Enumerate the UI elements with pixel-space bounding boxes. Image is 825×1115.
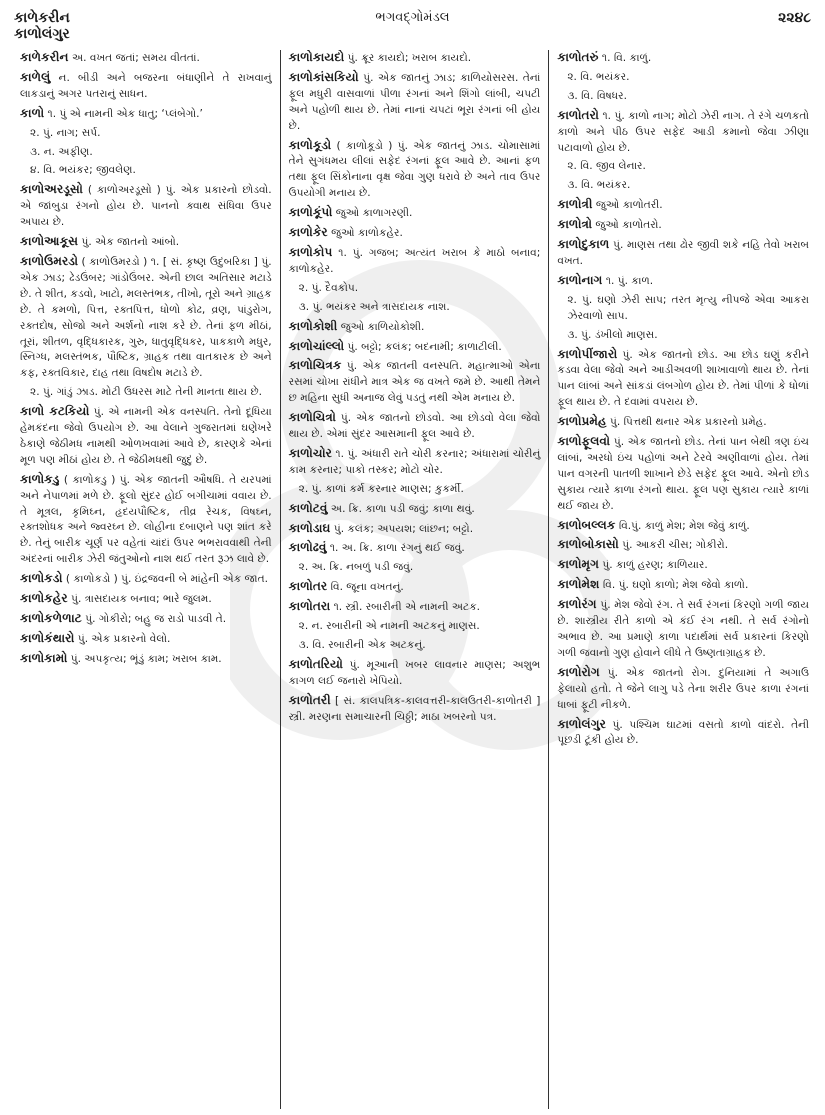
book-title: ભગવદ્ગોમંડલ bbox=[375, 10, 450, 25]
definition: અ. ક્રિ. કાળા પડી જવું; કાળા થવું. bbox=[330, 502, 475, 515]
headword: કાળોકોપ bbox=[288, 244, 333, 259]
definition: ૧. વિ. કાળું. bbox=[601, 52, 652, 64]
definition: ૧. પું. કાળ. bbox=[605, 274, 654, 287]
headword: કાળોચિત્રો bbox=[288, 410, 336, 425]
definition: ( કાળોઅરડૂસો ) પું. એક પ્રકારનો છોડવો. એ જાંબુડા રંગનો હોય છે. પાનનો ક્વાથ સંધિવા ઉપર અપાય છે. bbox=[20, 184, 272, 229]
headword: કાળોતરિયો bbox=[288, 656, 343, 671]
dictionary-entry bbox=[289, 540, 541, 557]
headword: કાળોડાઘ bbox=[288, 520, 331, 535]
headword: કાળોકાંસકિયો bbox=[288, 69, 359, 84]
entry-sense: ૨. પું. નાગ; સર્પ. bbox=[30, 126, 101, 139]
headword: કાળોપ્રમેહ bbox=[557, 414, 607, 429]
dictionary-entry bbox=[557, 577, 809, 594]
dictionary-entry bbox=[289, 225, 541, 242]
definition: પું. એક જાતનું ઝાડ; કાળિયોસરસ. તેનાં ફૂલ મધુરી વાસવાળાં પીળા રંગનાં અને શિંગો લાંબી, ચપટી અને પહોળી થાય છે. તેમાં નાનાં ચપટાં ભૂરા રંગનાં બી હોય છે. bbox=[288, 71, 541, 132]
headword: કાળોરોગ bbox=[557, 664, 600, 679]
definition: પું. એક જાતની વનસ્પતિ. મહાત્માઓ એના રસમાં ચોખા રાંધીને માત્ર એક જ વખતે જમે છે. આથી તેમને છ મહિના સુધી અનાજ લેવું પડતું નથી એમ મનાય છે. bbox=[288, 360, 541, 405]
definition: પું. મૂઆની ખબર લાવનાર માણસ; અશુભ કાગળ લઈ જનારો ખેપિયો. bbox=[288, 658, 541, 687]
dictionary-entry bbox=[557, 50, 809, 67]
headword: કાળોઢવું bbox=[288, 540, 327, 555]
definition: જુઓ કાળોતરો. bbox=[595, 219, 662, 232]
entry-sense: ૨. પું. ગાંડું ઝાડ. મોટી ઉધરસ માટે તેની માનતા થાય છે. bbox=[30, 386, 263, 399]
headword: કાળોકહેર bbox=[20, 591, 68, 606]
dictionary-entry bbox=[20, 234, 272, 251]
dictionary-entry bbox=[289, 205, 541, 222]
dictionary-entry bbox=[289, 358, 541, 407]
definition: પું. કાળું હરણ; કાળિયાર. bbox=[602, 559, 708, 572]
headword: કાળોકૂંપો bbox=[288, 205, 333, 220]
headword: કાળોફૂલવો bbox=[557, 434, 611, 449]
dictionary-entry bbox=[557, 717, 809, 750]
dictionary-entry bbox=[557, 518, 809, 535]
headword: કાળોઉમરડો bbox=[20, 253, 79, 268]
column-3 bbox=[548, 50, 817, 1109]
column-1 bbox=[12, 50, 280, 1109]
headword: કાળોરંગ bbox=[557, 597, 597, 612]
dictionary-entry bbox=[289, 339, 541, 356]
dictionary-entry bbox=[20, 611, 272, 628]
dictionary-entry bbox=[289, 50, 541, 67]
dictionary-entry bbox=[20, 651, 272, 668]
headword: કાળોઆકૂસ bbox=[20, 234, 79, 249]
headword: કાળોકડો bbox=[20, 571, 63, 586]
dictionary-entry bbox=[557, 434, 809, 515]
headword: કાળોલંગુર bbox=[557, 716, 606, 731]
definition: વિ. પું. ઘણો કાળો; મેશ જેવો કાળો. bbox=[602, 579, 749, 592]
definition: પું. એક જાતનો રોગ. દુનિયામાં તે અગાઉ ફેલાયો હતો. તે જેને લાગુ પડે તેના શરીર ઉપર કાળા રંગનાં ધાબાં ફૂટી નીકળે. bbox=[557, 666, 810, 711]
dictionary-entry bbox=[557, 597, 809, 662]
dictionary-entry bbox=[557, 665, 809, 714]
definition: જુઓ કાળાગરણી. bbox=[335, 207, 413, 220]
dictionary-entry bbox=[289, 319, 541, 336]
headword: કાળોકોશી bbox=[288, 318, 338, 333]
definition: પું. ત્રાસદાયક બનાવ; ભારે જુલમ. bbox=[71, 593, 212, 606]
headword: કાળોતરી bbox=[288, 692, 331, 707]
entry-sense: ૨. અ. ક્રિ. નબળું પડી જવું. bbox=[298, 561, 414, 574]
definition: જુઓ કાળોતરી. bbox=[595, 199, 663, 212]
dictionary-entry bbox=[557, 557, 809, 574]
headword: કાળોકડુ bbox=[20, 471, 60, 486]
definition: અ. વખત જતાં; સમય વીતતાં. bbox=[71, 52, 200, 64]
headword: કાળોઅરડૂસો bbox=[20, 182, 83, 197]
entry-sense: ૩. ન. અફીણ. bbox=[30, 145, 93, 158]
definition: ( કાળોકડુ ) પું. એક જાતની ઔષધિ. તે યરપમાં અને નેપાળમાં મળે છે. ફૂલો સુંદર હોઈ બગીચામાં વવાય છે. તે મૂત્રલ, કૃમિઘ્ન, હૃદયપૌષ્ટિક, તીવ્ર રેચક, વિષઘ્ન, રક્તશોધક અને જ્વરઘ્ન છે. લોહીના દબાણને પણ શાંત કરે છે. તેનું બારીક ચૂર્ણ પર વહેતાં ચાંદાં ઉપર ભભરાવવાથી તેની અંદરનાં બારીક ઝેરી જંતુઓનો નાશ થઈ તરત રૂઝ લાવે છે. bbox=[20, 473, 272, 566]
headword: કાળોદુકાળ bbox=[557, 237, 610, 252]
definition: પું. એ નામની એક વનસ્પતિ. તેનો દૂધિયા હેમકંદના જેવો ઉપયોગ છે. આ વેલાને ગુજરાતમાં ઘણેખરે ઠેકાણે જેઠીમધ નામથી ઓળખવામાં આવે છે, કારણકે એનાં મૂળ પણ મીઠાં હોય છે. તે જેઠીમધથી જુદું છે. bbox=[20, 406, 272, 466]
page-number: ૨૨૪૮ bbox=[778, 10, 811, 26]
headword: કાળોચિત્રક bbox=[288, 358, 342, 373]
definition: પું. એક જાતનો આંબો. bbox=[81, 236, 180, 249]
definition: ૧. પું. અંધારી રાતે ચોરી કરનાર; અંધારામાં ચોરીનું કામ કરનાર; પાકો તસ્કર; મોટો ચોર. bbox=[288, 447, 541, 476]
headword: કાળેલું bbox=[20, 69, 51, 84]
dictionary-entry bbox=[20, 182, 272, 231]
dictionary-entry bbox=[557, 537, 809, 554]
dictionary-entry bbox=[289, 501, 541, 518]
dictionary-entry bbox=[289, 657, 541, 690]
definition: પું. મેશ જેવો રંગ. તે સર્વ રંગનાં કિરણો ગળી જાય છે. શાસ્ત્રીય રીતે કાળો એ કંઈ રંગ નથી. તે સર્વ રંગોનો અભાવ છે. આ પ્રમાણે કાળા પદાર્થમાં સર્વ પ્રકારનાં કિરણો ગળી જવાનો ગુણ હોવાને લીધે તે ઉષ્ણતાગ્રાહક છે. bbox=[557, 599, 810, 659]
headword: કાળોમેશ bbox=[557, 577, 600, 592]
headword: કાળેકરીન bbox=[20, 50, 69, 64]
dictionary-entry bbox=[20, 631, 272, 648]
entry-sense: ૨. પું. દૈવકોપ. bbox=[298, 281, 359, 294]
dictionary-entry bbox=[20, 404, 272, 469]
headword: કાળોકંથારો bbox=[20, 630, 75, 645]
headword: કાળોટવું bbox=[288, 500, 328, 515]
definition: ૧. પું એ નામની એક ધાતુ; ‘પ્લંબેગો.’ bbox=[47, 107, 203, 120]
definition: વિ. જૂના વખતનું. bbox=[330, 581, 404, 594]
guide-word-last: કાળોલંગુર bbox=[14, 26, 70, 42]
definition: પું. ગોકીરો; બહુ જ રાડો પાડવી તે. bbox=[85, 613, 227, 625]
dictionary-entry bbox=[20, 591, 272, 608]
dictionary-columns bbox=[12, 50, 817, 1109]
headword: કાળોબોકાસો bbox=[557, 537, 619, 552]
dictionary-entry bbox=[289, 446, 541, 479]
definition: જુઓ કાળિયોકોશી. bbox=[340, 320, 425, 333]
dictionary-entry bbox=[557, 217, 809, 234]
entry-sense: ૨. પું. ઘણો ઝેરી સાપ; તરત મૃત્યુ નીપજે એવા આકરા ઝેરવાળો સાપ. bbox=[567, 293, 810, 322]
dictionary-entry bbox=[557, 347, 809, 412]
column-2 bbox=[280, 50, 549, 1109]
headword: કાળોતરા bbox=[288, 599, 331, 614]
definition: પું. કલંક; અપયશ; લાંછન; બટ્ટો. bbox=[333, 522, 474, 535]
dictionary-entry bbox=[20, 50, 272, 67]
headword: કાળોમૃગ bbox=[557, 557, 599, 572]
headword: કાળોચોર bbox=[288, 445, 332, 460]
headword: કાળોનાગ bbox=[557, 272, 603, 287]
definition: ( કાળોકૂડો ) પું. એક જાતનું ઝાડ. ચોમાસામાં તેને સુગંધમય લીલાં સફેદ રંગનાં ફૂલ આવે છે. આનાં ફળ તથા ફૂલ સિંકોનાના વૃક્ષ જેવા ગુણ ધરાવે છે અને તાવ ઉપર ઉપયોગી મનાય છે. bbox=[288, 139, 541, 200]
dictionary-entry bbox=[20, 254, 272, 382]
definition: ન. બીડી અને બજરના બંધાણીને તે રાખવાનું લાકડાનું અગર પતરાનું સાધન. bbox=[20, 71, 272, 100]
headword: કાળોકૂડો bbox=[288, 137, 332, 152]
dictionary-entry bbox=[20, 106, 272, 123]
headword: કાળોકળેળાટ bbox=[20, 611, 82, 625]
dictionary-entry bbox=[557, 273, 809, 290]
dictionary-entry bbox=[289, 599, 541, 616]
definition: વિ.પું. કાળું મેશ; મેશ જેવું કાળું. bbox=[618, 519, 750, 532]
headword: કાળોચાંલ્લો bbox=[288, 338, 345, 353]
definition: ( કાળોકડો ) પું. ઇંદ્રજવની બે માંહેની એક જાત. bbox=[65, 573, 269, 586]
entry-sense: ૨. ન. રબારીની એ નામની અટકનું માણસ. bbox=[298, 620, 480, 633]
dictionary-entry bbox=[289, 521, 541, 538]
headword: કાળોકાયદો bbox=[288, 50, 345, 64]
page-header bbox=[14, 10, 811, 44]
entry-sense: ૩. પું. ભયંકર અને ત્રાસદાયક નાશ. bbox=[298, 300, 450, 313]
entry-sense: ૩. વિ. વિષધર. bbox=[567, 89, 627, 102]
headword: કાળોત્રી bbox=[557, 197, 593, 212]
dictionary-entry bbox=[289, 410, 541, 443]
definition: પું. બટ્ટો; કલંક; બદનામી; કાળાટીલી. bbox=[347, 340, 502, 353]
entry-sense: ૩. વિ. ભયંકર. bbox=[567, 179, 631, 192]
dictionary-entry bbox=[557, 237, 809, 270]
dictionary-entry bbox=[20, 571, 272, 588]
dictionary-entry bbox=[289, 579, 541, 596]
definition: ૧. પું. કાળો નાગ; મોટો ઝેરી નાગ. તે રંગે ચળકતો કાળો અને પીઠ ઉપર સફેદ આડી કમાનો જેવા ઝીણા પટાવાળો હોય છે. bbox=[557, 109, 810, 154]
definition: પું. ક્રૂર કાયદો; ખરાબ કાયદો. bbox=[347, 52, 472, 64]
headword: કાળો કટકિયો bbox=[20, 404, 90, 419]
entry-sense: ૨. વિ. જીવ લેનાર. bbox=[567, 160, 646, 173]
headword: કાળોતર bbox=[288, 579, 328, 594]
dictionary-entry bbox=[289, 245, 541, 278]
definition: [ સં. કાલપત્રિક-કાલવત્તરી-કાલઉતરી-કાળોતરી ] સ્ત્રી. મરણના સમાચારની ચિઠ્ઠી; માઠા ખબરનો પત્ર. bbox=[288, 694, 541, 723]
headword: કાળોતરો bbox=[557, 107, 599, 122]
definition: પું. પિત્તથી થનાર એક પ્રકારનો પ્રમેહ. bbox=[610, 416, 767, 429]
guide-word-first: કાળેકરીન bbox=[14, 10, 70, 26]
dictionary-entry bbox=[20, 70, 272, 103]
entry-sense: ૩. પું. ડંખીલો માણસ. bbox=[567, 328, 658, 341]
definition: પું. પશ્ચિમ ઘાટમાં વસતો કાળો વાંદરો. તેની પૂછડી ટૂંકી હોય છે. bbox=[557, 718, 810, 747]
definition: ૧. પું. ગજબ; અત્યંત ખરાબ કે માઠો બનાવ; કાળોકહેર. bbox=[288, 246, 541, 275]
definition: પું. માણસ તથા ઢોર જીવી શકે નહિ તેવો ખરાબ વખત. bbox=[557, 239, 810, 267]
entry-sense: ૨. વિ. ભયંકર. bbox=[567, 70, 630, 83]
definition: પું. એક જાતનો છોડવો. આ છોડવો વેલા જેવો થાય છે. એમાં સુંદર આસમાની ફૂલ આવે છે. bbox=[288, 412, 541, 441]
definition: ૧. સ્ત્રી. રબારીની એ નામની અટક. bbox=[333, 601, 481, 614]
headword: કાળો bbox=[20, 105, 45, 120]
headword: કાળોત્રો bbox=[557, 217, 593, 232]
definition: ૧. અ. ક્રિ. કાળા રંગનું થઈ જવું. bbox=[329, 542, 465, 555]
dictionary-entry bbox=[557, 108, 809, 157]
dictionary-entry bbox=[557, 197, 809, 214]
headword: કાળોપીંજારો bbox=[557, 346, 618, 361]
definition: જુઓ કાળોકહેર. bbox=[331, 227, 403, 240]
dictionary-entry bbox=[20, 472, 272, 568]
dictionary-entry bbox=[289, 70, 541, 135]
entry-sense: ૨. પું. કાળાં કર્મ કરનાર માણસ; કુકર્મી. bbox=[298, 482, 464, 495]
definition: પું. એક જાતનો છોડ. આ છોડ ઘણું કરીને કડવા વેલા જેવો અને આડીઅવળી શાખાવાળો થાય છે. તેનાં પાન લાંબાં અને સાંકડાં લંબગોળ હોય છે. તેમાં પીળાં કે ધોળાં ફૂલ થાય છે. તે દવામાં વપરાય છે. bbox=[557, 348, 810, 409]
dictionary-entry bbox=[557, 414, 809, 431]
headword: કાળોબલ્લક bbox=[557, 517, 616, 532]
dictionary-entry bbox=[289, 693, 541, 726]
headword: કાળોતરું bbox=[557, 50, 599, 64]
definition: પું. અપકૃત્ય; ભૂંડું કામ; ખરાબ કામ. bbox=[70, 652, 222, 665]
headword: કાળોકામો bbox=[20, 650, 68, 665]
entry-sense: ૪. વિ. ભયંકર; જીવલેણ. bbox=[30, 164, 136, 177]
definition: પું. એક જાતનો છોડ. તેનાં પાન બેથી ત્રણ ઇંચ લાંબાં, અરધો ઇંચ પહોળાં અને ટેરવે અણીવાળાં હોય. તેમાં પાન વગરની પાતળી શાખાને છેડે સફેદ ફૂલ આવે. એનો છોડ સુકાય ત્યારે કાળા રંગનો થાય. ફૂલ પણ સુકાય ત્યારે કાળાં થઈ જાય છે. bbox=[557, 436, 810, 512]
entry-sense: ૩. વિ. રબારીની એક અટકનું. bbox=[298, 639, 426, 651]
dictionary-entry bbox=[289, 138, 541, 203]
definition: ( કાળોઉમરડો ) ૧. [ સં. કૃષ્ણ ઉદુંબરિકા ] પું. એક ઝાડ; ઢેડઉંબર; ગાંડોઉંબર. એની છાલ અતિસાર મટાડે છે. તે શીત, કડવો, ખાટો, મલસ્તંભક, તીખો, તૂરો અને ગ્રાહક છે. તે કમળો, પિત્ત, રક્તપિત્ત, ધોળો કોઢ, વ્રણ, પાંડુરોગ, રક્તદોષ, સોજો અને અર્શનો નાશ કરે છે. તેનાં ફળ મીઠાં, તૂરાં, શીતળ, વૃદ્ધિકારક, ગુરુ, ધાતુવૃદ્ધિકર, પાકકાળે મધુર, સ્નિગ્ધ, મલસ્તંભક, પૌષ્ટિક, ગ્રાહક તથા વાતકારક છે અને કફ, રક્તવિકાર, દાહ તથા વિષદોષ મટાડે છે. bbox=[20, 255, 272, 380]
headword: કાળોકેર bbox=[288, 225, 328, 240]
definition: પું. આકરી ચીસ; ગોકીરો. bbox=[622, 539, 729, 552]
definition: પું. એક પ્રકારનો વેલો. bbox=[77, 632, 171, 645]
